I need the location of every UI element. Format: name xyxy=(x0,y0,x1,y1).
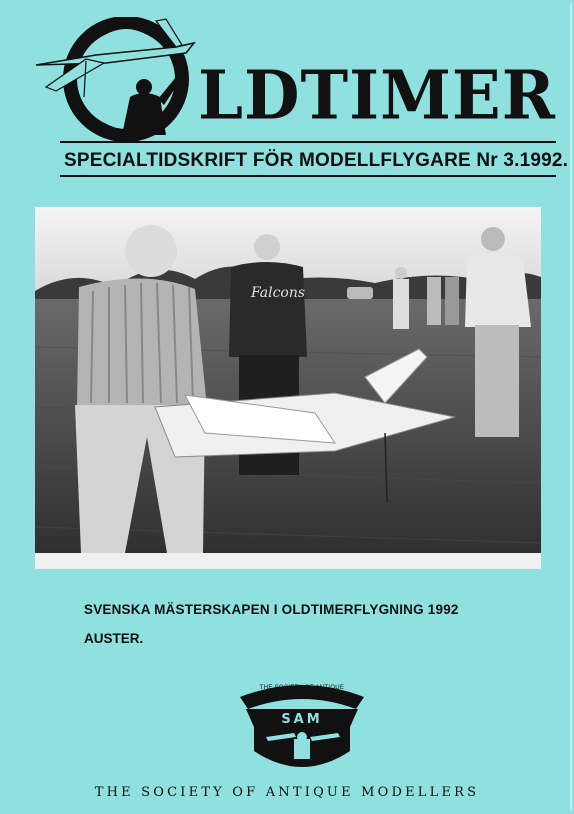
magazine-subtitle: SPECIALTIDSKRIFT FÖR MODELLFLYGARE Nr 3.1992. xyxy=(64,150,569,171)
emblem-ring-text: THE SOCIETY OF ANTIQUE MODELLERS xyxy=(259,685,345,697)
photo-credit: AUSTER. xyxy=(84,631,144,646)
subtitle-rule-bottom xyxy=(60,175,556,177)
cover-photo xyxy=(35,207,541,569)
event-caption: SVENSKA MÄSTERSKAPEN I OLDTIMERFLYGNING 1992 xyxy=(84,602,459,617)
emblem-banner-text: SAM xyxy=(281,712,323,727)
subtitle-rule-top xyxy=(60,141,556,143)
photo-flyers-icon xyxy=(35,207,541,569)
magazine-cover xyxy=(4,3,572,811)
masthead xyxy=(26,17,556,143)
sweater-text: Falcons xyxy=(251,285,306,301)
footer-society-name: THE SOCIETY OF ANTIQUE MODELLERS xyxy=(94,785,480,800)
magazine-title: LDTIMER xyxy=(198,56,556,136)
